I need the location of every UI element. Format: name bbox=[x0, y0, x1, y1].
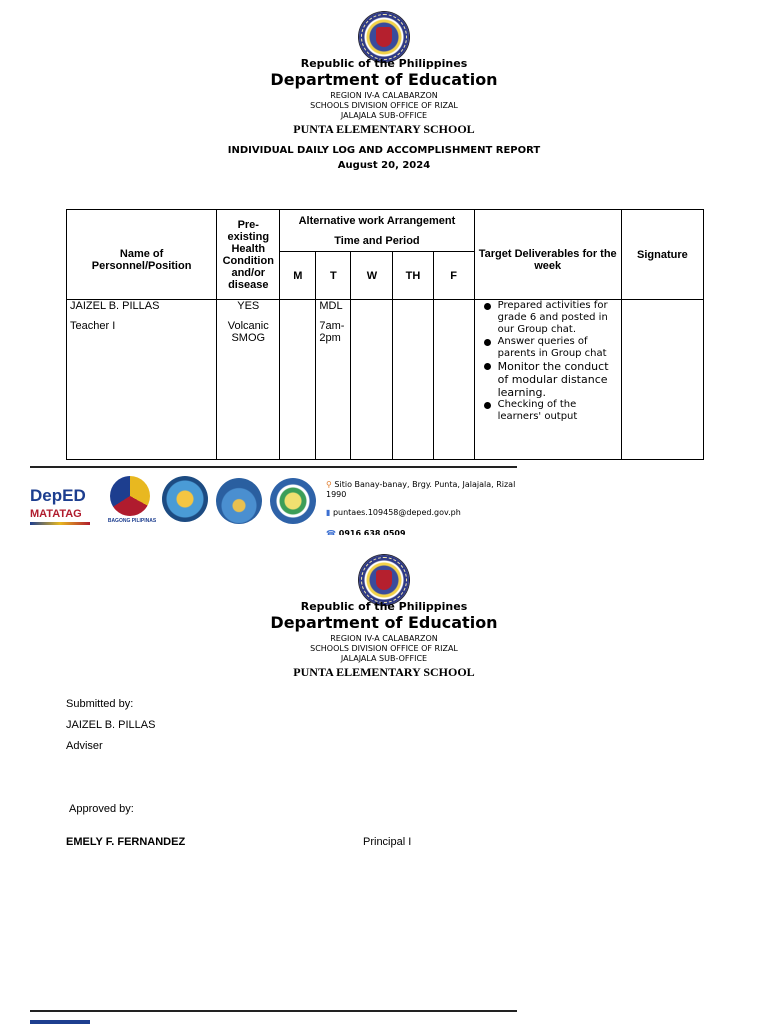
signature-cell bbox=[621, 300, 703, 460]
header-day-t: T bbox=[316, 252, 351, 300]
department-heading-2: Department of Education bbox=[270, 613, 498, 632]
personnel-name: JAIZEL B. PILLAS bbox=[70, 300, 160, 312]
day-t-cell bbox=[316, 300, 351, 460]
condition-detail: Volcanic SMOG bbox=[227, 320, 269, 344]
email-text: puntaes.109458@deped.gov.ph bbox=[332, 508, 461, 517]
day-w-cell bbox=[351, 300, 393, 460]
matatag-stripe bbox=[30, 522, 90, 525]
table-row bbox=[67, 300, 704, 460]
daily-log-table bbox=[66, 209, 704, 460]
header-day-m: M bbox=[280, 252, 316, 300]
day-f-cell bbox=[433, 300, 474, 460]
day-m-cell bbox=[280, 300, 316, 460]
deped-seal-icon bbox=[359, 555, 409, 605]
header-signature: Signature bbox=[621, 210, 703, 300]
submitted-by-role: Adviser bbox=[66, 740, 103, 752]
footer bbox=[30, 472, 530, 536]
personnel-position: Teacher I bbox=[70, 320, 116, 332]
approved-by-name: EMELY F. FERNANDEZ bbox=[66, 836, 186, 848]
tuesday-mode: MDL bbox=[319, 300, 343, 312]
location-pin-icon: ⚲ bbox=[326, 480, 335, 489]
condition-yes: YES bbox=[237, 300, 260, 312]
report-title: INDIVIDUAL DAILY LOG AND ACCOMPLISHMENT REPORT bbox=[227, 145, 541, 156]
bagong-pilipinas-emblem-icon bbox=[110, 476, 150, 516]
list-item: Answer queries of parents in Group chat bbox=[498, 336, 618, 360]
personnel-cell bbox=[67, 300, 217, 460]
region-line-2: REGION IV-A CALABARZON bbox=[330, 634, 438, 643]
list-item: Prepared activities for grade 6 and posted in our Group chat. bbox=[498, 300, 618, 336]
header-deliverables: Target Deliverables for the week bbox=[474, 210, 621, 300]
submitted-by-name: JAIZEL B. PILLAS bbox=[66, 719, 156, 731]
school-name: PUNTA ELEMENTARY SCHOOL bbox=[293, 122, 475, 136]
phone-text: 0916 638 0509 bbox=[338, 529, 406, 535]
footer-2-logo-fragment bbox=[30, 1020, 90, 1024]
sub-office-line: JALAJALA SUB-OFFICE bbox=[340, 111, 428, 120]
report-date: August 20, 2024 bbox=[337, 160, 431, 171]
school-logo-icon bbox=[270, 478, 316, 524]
bagong-pilipinas-logo bbox=[102, 474, 158, 526]
header-time-period: Time and Period bbox=[334, 234, 420, 247]
list-item: Monitor the conduct of modular distance learning. bbox=[498, 360, 618, 399]
phone-icon: ☎ bbox=[326, 529, 339, 535]
footer-divider-2 bbox=[30, 1010, 517, 1012]
division-logo-icon bbox=[162, 476, 208, 522]
deped-seal-icon bbox=[359, 12, 409, 62]
deped-matatag-logo bbox=[30, 486, 90, 525]
email-line bbox=[326, 508, 461, 518]
condition-cell bbox=[217, 300, 280, 460]
address-text: Sitio Banay-banay, Brgy. Punta, Jalajala, Rizal 1990 bbox=[326, 480, 516, 499]
phone-line bbox=[326, 529, 406, 535]
region-line: REGION IV-A CALABARZON bbox=[330, 91, 438, 100]
deliverables-cell bbox=[474, 300, 621, 460]
approved-by-label: Approved by: bbox=[69, 803, 134, 815]
header-day-w: W bbox=[351, 252, 393, 300]
header-name: Name of Personnel/Position bbox=[67, 210, 217, 300]
republic-heading-2: Republic of the Philippines bbox=[300, 600, 468, 613]
sub-office-logo-icon bbox=[216, 478, 262, 524]
division-line-2: SCHOOLS DIVISION OFFICE OF RIZAL bbox=[310, 644, 458, 653]
address-line bbox=[326, 480, 530, 500]
facebook-icon: ▮ bbox=[326, 508, 333, 517]
day-th-cell bbox=[393, 300, 433, 460]
school-name-2: PUNTA ELEMENTARY SCHOOL bbox=[293, 665, 475, 679]
tuesday-time: 7am-2pm bbox=[319, 320, 345, 344]
division-line: SCHOOLS DIVISION OFFICE OF RIZAL bbox=[310, 101, 458, 110]
submitted-by-label: Submitted by: bbox=[66, 698, 134, 710]
approved-by-role: Principal I bbox=[363, 836, 412, 848]
header-day-th: TH bbox=[393, 252, 433, 300]
footer-divider bbox=[30, 466, 517, 468]
header-awa bbox=[280, 210, 474, 252]
header-day-f: F bbox=[433, 252, 474, 300]
republic-heading: Republic of the Philippines bbox=[300, 57, 468, 70]
deped-wordmark: DepED bbox=[30, 486, 86, 505]
matatag-wordmark: MATATAG bbox=[30, 508, 82, 520]
sub-office-line-2: JALAJALA SUB-OFFICE bbox=[340, 654, 428, 663]
header-condition: Pre-existing Health Condition and/or disease bbox=[217, 210, 280, 300]
list-item: Checking of the learners' output bbox=[498, 399, 618, 423]
deliverables-list bbox=[478, 300, 618, 423]
department-heading: Department of Education bbox=[270, 70, 498, 89]
header-awa-label: Alternative work Arrangement bbox=[298, 214, 456, 227]
bagong-pilipinas-label: BAGONG PILIPINAS bbox=[107, 518, 157, 524]
